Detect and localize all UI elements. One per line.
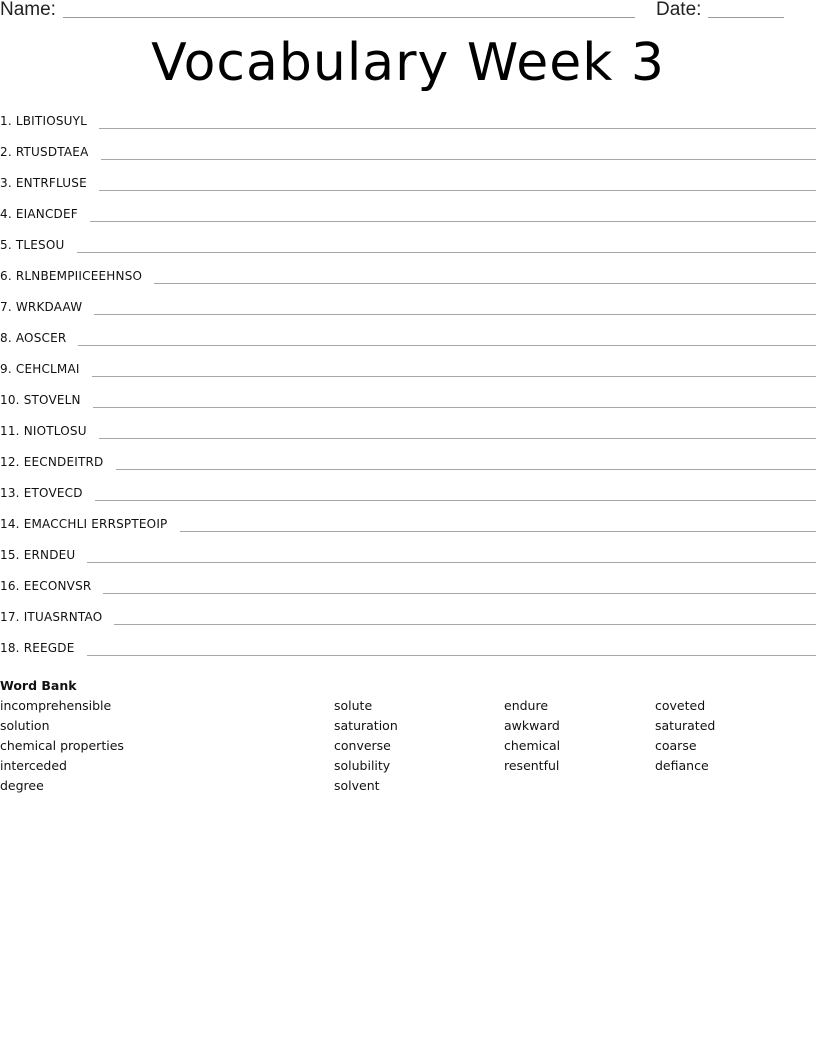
- answer-line[interactable]: [99, 190, 816, 191]
- scrambled-word: 13. ETOVECD: [0, 486, 83, 500]
- date-label: Date:: [656, 0, 702, 20]
- answer-line[interactable]: [103, 593, 816, 594]
- page-title: Vocabulary Week 3: [151, 33, 665, 93]
- puzzle-row-11: [0, 418, 816, 449]
- word-bank-item: resentful: [504, 758, 560, 773]
- word-bank-item: incomprehensible: [0, 698, 112, 713]
- answer-line[interactable]: [93, 407, 816, 408]
- scrambled-word: 2. RTUSDTAEA: [0, 145, 89, 159]
- answer-line[interactable]: [154, 283, 816, 284]
- puzzle-row-16: [0, 573, 816, 604]
- word-bank-item: solution: [0, 718, 50, 733]
- word-bank-item: chemical properties: [0, 738, 124, 753]
- scrambled-word: 4. EIANCDEF: [0, 207, 78, 221]
- word-bank-item: solvent: [334, 778, 380, 793]
- scrambled-word: 18. REEGDE: [0, 641, 75, 655]
- answer-line[interactable]: [116, 469, 816, 470]
- word-bank-item: defiance: [655, 758, 709, 773]
- scrambled-word: 14. EMACCHLI ERRSPTEOIP: [0, 517, 168, 531]
- puzzle-row-2: [0, 139, 816, 170]
- puzzle-row-17: [0, 604, 816, 635]
- puzzle-row-13: [0, 480, 816, 511]
- word-bank-item: degree: [0, 778, 44, 793]
- word-bank-item: solute: [334, 698, 373, 713]
- word-bank-item: awkward: [504, 718, 560, 733]
- puzzle-row-5: [0, 232, 816, 263]
- answer-line[interactable]: [78, 345, 816, 346]
- answer-line[interactable]: [101, 159, 816, 160]
- scrambled-word: 11. NIOTLOSU: [0, 424, 87, 438]
- scrambled-word: 17. ITUASRNTAO: [0, 610, 103, 624]
- word-bank-column-3: [504, 698, 560, 778]
- answer-line[interactable]: [99, 128, 816, 129]
- word-bank-column-4: [655, 698, 715, 778]
- answer-line[interactable]: [90, 221, 816, 222]
- word-bank-item: interceded: [0, 758, 67, 773]
- puzzle-row-10: [0, 387, 816, 418]
- scrambled-word: 5. TLESOU: [0, 238, 65, 252]
- word-bank-item: coarse: [655, 738, 697, 753]
- word-bank-item: chemical: [504, 738, 561, 753]
- scrambled-word: 8. AOSCER: [0, 331, 67, 345]
- puzzle-row-14: [0, 511, 816, 542]
- name-label: Name:: [0, 0, 56, 20]
- answer-line[interactable]: [87, 562, 816, 563]
- puzzle-row-4: [0, 201, 816, 232]
- puzzle-row-12: [0, 449, 816, 480]
- word-bank-column-1: [0, 698, 124, 798]
- puzzle-row-6: [0, 263, 816, 294]
- scrambled-word: 7. WRKDAAW: [0, 300, 83, 314]
- scrambled-word: 12. EECNDEITRD: [0, 455, 104, 469]
- scrambled-word: 15. ERNDEU: [0, 548, 76, 562]
- answer-line[interactable]: [95, 500, 816, 501]
- name-field[interactable]: [63, 17, 635, 18]
- scrambled-word: 6. RLNBEMPIICEEHNSO: [0, 269, 143, 283]
- header: [0, 0, 816, 24]
- scrambled-word: 9. CEHCLMAI: [0, 362, 80, 376]
- puzzle-row-18: [0, 635, 816, 666]
- puzzle-row-15: [0, 542, 816, 573]
- puzzle-row-8: [0, 325, 816, 356]
- word-bank-item: converse: [334, 738, 391, 753]
- word-bank-item: saturated: [655, 718, 716, 733]
- puzzle-row-9: [0, 356, 816, 387]
- scrambled-word: 16. EECONVSR: [0, 579, 92, 593]
- puzzle-row-1: [0, 108, 816, 139]
- date-field[interactable]: [708, 17, 784, 18]
- word-bank-item: endure: [504, 698, 549, 713]
- scrambled-word: 3. ENTRFLUSE: [0, 176, 87, 190]
- puzzle-row-7: [0, 294, 816, 325]
- answer-line[interactable]: [114, 624, 816, 625]
- answer-line[interactable]: [94, 314, 816, 315]
- word-bank-column-2: [334, 698, 398, 798]
- word-bank-title: Word Bank: [0, 678, 77, 693]
- answer-line[interactable]: [77, 252, 816, 253]
- scrambled-word: 1. LBITIOSUYL: [0, 114, 88, 128]
- word-bank-item: saturation: [334, 718, 398, 733]
- answer-line[interactable]: [87, 655, 816, 656]
- answer-line[interactable]: [180, 531, 816, 532]
- word-bank-item: coveted: [655, 698, 706, 713]
- answer-line[interactable]: [99, 438, 816, 439]
- word-bank-item: solubility: [334, 758, 391, 773]
- answer-line[interactable]: [92, 376, 816, 377]
- puzzle-row-3: [0, 170, 816, 201]
- scrambled-word: 10. STOVELN: [0, 393, 81, 407]
